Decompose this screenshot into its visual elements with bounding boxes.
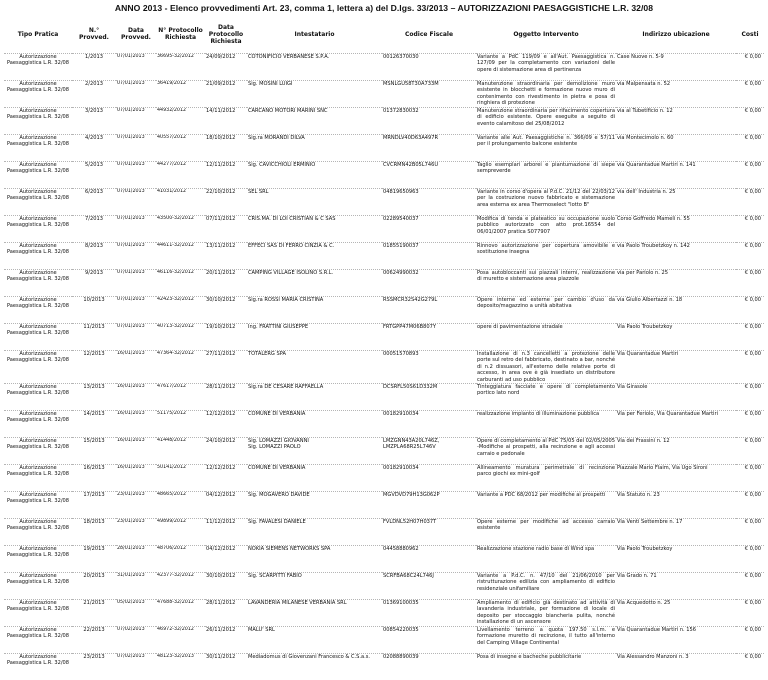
cell-data: 16/01/2013 (116, 411, 156, 438)
cell-num: 2/2013 (72, 81, 116, 108)
cell-costi: € 0,00 (736, 465, 764, 492)
cell-data: 31/01/2013 (116, 573, 156, 600)
header-tipo: Tipo Pratica (4, 15, 72, 54)
cell-protocollo: 48706/2012 (156, 546, 205, 573)
cell-indirizzo: Corso Goffredo Mameli n. 55 (616, 216, 736, 243)
cell-codice-fiscale: FRTGPP47M06B807Y (382, 324, 476, 351)
cell-indirizzo: via Montecimolo n. 60 (616, 135, 736, 162)
cell-indirizzo: Via Venti Settembre n. 17 (616, 519, 736, 546)
cell-protocollo: 50141/2012 (156, 465, 205, 492)
cell-data-protocollo: 18/10/2012 (205, 135, 247, 162)
cell-intestatario: EFFECI SAS DI FERRO CINZIA & C. (247, 243, 382, 270)
cell-oggetto: Variante a P.d.C. n. 47/10 del 21/06/2010 per ristrutturazione edilizia con ampliamento di edificio residenziale unifamiliare (476, 573, 616, 600)
cell-indirizzo: via Malpensata n. 52 (616, 81, 736, 108)
cell-costi: € 0,00 (736, 546, 764, 573)
cell-codice-fiscale: MRNDLV40D63A497R (382, 135, 476, 162)
table-row (4, 627, 764, 654)
cell-num: 14/2013 (72, 411, 116, 438)
cell-indirizzo: Via Paolo Troubetzkoy (616, 546, 736, 573)
cell-data-protocollo: 28/11/2012 (205, 384, 247, 411)
cell-num: 18/2013 (72, 519, 116, 546)
cell-protocollo: 44611-32/2012 (156, 243, 205, 270)
cell-oggetto: Realizzazione stazione radio base di Wind spa (476, 546, 616, 573)
cell-num: 22/2013 (72, 627, 116, 654)
cell-protocollo: 46116-32/2012 (156, 270, 205, 297)
table-row (4, 438, 764, 465)
cell-codice-fiscale: 02088890039 (382, 654, 476, 680)
cell-data: 28/01/2013 (116, 546, 156, 573)
cell-oggetto: Manutenzione straordinaria per rifacimento copertura di edificio esistente. Opere eseguite a seguito di evento calamitoso del 25/08/2012 (476, 108, 616, 135)
cell-protocollo: 42377-32/2012 (156, 573, 205, 600)
cell-codice-fiscale: 00182910034 (382, 465, 476, 492)
cell-num: 5/2013 (72, 162, 116, 189)
table-row (4, 654, 764, 680)
cell-data-protocollo: 07/11/2012 (205, 216, 247, 243)
cell-data: 07/02/2013 (116, 627, 156, 654)
cell-indirizzo: via al Tubetificio n. 12 (616, 108, 736, 135)
cell-data: 05/02/2013 (116, 600, 156, 627)
cell-num: 10/2013 (72, 297, 116, 324)
cell-protocollo: 41031/2012 (156, 189, 205, 216)
cell-costi: € 0,00 (736, 351, 764, 384)
cell-codice-fiscale: 01369100035 (382, 600, 476, 627)
cell-costi: € 0,00 (736, 492, 764, 519)
header-num: N.° Provved. (72, 15, 116, 54)
cell-intestatario: NOKIA SIEMENS NETWORKS SPA (247, 546, 382, 573)
cell-data-protocollo: 12/12/2012 (205, 465, 247, 492)
cell-indirizzo: Via Girasole (616, 384, 736, 411)
cell-codice-fiscale: LMZGNN43A20L746Z, LMZPLA68R25L746V (382, 438, 476, 465)
cell-num: 13/2013 (72, 384, 116, 411)
cell-intestatario: Sig. MOSINI LUIGI (247, 81, 382, 108)
cell-tipo: Autorizzazione Paesaggistica L.R. 32/08 (4, 384, 72, 411)
cell-oggetto: opere di pavimentazione stradale (476, 324, 616, 351)
cell-codice-fiscale: 01372830032 (382, 108, 476, 135)
cell-intestatario: COMUNE DI VERBANIA (247, 411, 382, 438)
cell-data: 07/01/2013 (116, 324, 156, 351)
cell-indirizzo: via per Pariolo n. 25 (616, 270, 736, 297)
cell-costi: € 0,00 (736, 81, 764, 108)
cell-tipo: Autorizzazione Paesaggistica L.R. 32/08 (4, 216, 72, 243)
cell-protocollo: 36419/2012 (156, 81, 205, 108)
cell-intestatario: Sig. SCARPITTI FABIO (247, 573, 382, 600)
cell-data-protocollo: 04/12/2012 (205, 492, 247, 519)
cell-tipo: Autorizzazione Paesaggistica L.R. 32/08 (4, 189, 72, 216)
cell-oggetto: Allineamento muratura perimetrale di recinzione parco giochi ex mini-golf (476, 465, 616, 492)
cell-costi: € 0,00 (736, 54, 764, 81)
cell-num: 3/2013 (72, 108, 116, 135)
cell-tipo: Autorizzazione Paesaggistica L.R. 32/08 (4, 654, 72, 680)
cell-protocollo: 46972-32/2012 (156, 627, 205, 654)
table-row (4, 411, 764, 438)
cell-tipo: Autorizzazione Paesaggistica L.R. 32/08 (4, 162, 72, 189)
cell-codice-fiscale: SCRFBA68C24L746J (382, 573, 476, 600)
cell-data-protocollo: 26/11/2012 (205, 627, 247, 654)
cell-data-protocollo: 12/11/2012 (205, 162, 247, 189)
cell-data: 07/01/2013 (116, 108, 156, 135)
cell-codice-fiscale: 00051570893 (382, 351, 476, 384)
cell-oggetto: Opere esterne per modifiche ad accesso carraio esistente (476, 519, 616, 546)
cell-tipo: Autorizzazione Paesaggistica L.R. 32/08 (4, 492, 72, 519)
table-row (4, 162, 764, 189)
cell-oggetto: Livellamento terreno a quota 197.50 s.l.m. e formazione muretto di recinzione, il tutto all'interno del Camping Village Continental (476, 627, 616, 654)
cell-codice-fiscale: 02289540037 (382, 216, 476, 243)
cell-codice-fiscale: MGVDVD79H13G062P (382, 492, 476, 519)
cell-data: 07/01/2013 (116, 189, 156, 216)
table-row (4, 600, 764, 627)
cell-codice-fiscale: 04819650963 (382, 189, 476, 216)
cell-data-protocollo: 24/10/2012 (205, 438, 247, 465)
cell-intestatario: Mediadomus di Giovenzani Francesco & C.S.a.s. (247, 654, 382, 680)
cell-oggetto: Opere interne ed esterne per cambio d'uso da deposito/magazzino a unità abitativa (476, 297, 616, 324)
page-title: ANNO 2013 - Elenco provvedimenti Art. 23, comma 1, lettera a) del D.lgs. 33/2013 – AUTORIZZAZIONI PAESAGGISTICHE L.R. 32/08 (0, 3, 768, 13)
cell-indirizzo: via Quarantadue Martiri n. 141 (616, 162, 736, 189)
table-row (4, 54, 764, 81)
cell-data-protocollo: 19/10/2012 (205, 324, 247, 351)
cell-num: 1/2013 (72, 54, 116, 81)
cell-data-protocollo: 12/12/2012 (205, 411, 247, 438)
cell-costi: € 0,00 (736, 270, 764, 297)
cell-tipo: Autorizzazione Paesaggistica L.R. 32/08 (4, 465, 72, 492)
cell-tipo: Autorizzazione Paesaggistica L.R. 32/08 (4, 270, 72, 297)
cell-num: 4/2013 (72, 135, 116, 162)
cell-codice-fiscale: 00182910034 (382, 411, 476, 438)
cell-codice-fiscale: 00854220035 (382, 627, 476, 654)
table-row (4, 216, 764, 243)
cell-protocollo: 51175/2012 (156, 411, 205, 438)
cell-intestatario: COMUNE DI VERBANIA (247, 465, 382, 492)
cell-costi: € 0,00 (736, 519, 764, 546)
cell-num: 21/2013 (72, 600, 116, 627)
cell-intestatario: Sig.ra MORANDI DILVA (247, 135, 382, 162)
cell-oggetto: Ampliamento di edificio già destinato ad attività di lavanderia industriale, per formazione di locale di deposito per stoccaggio biancheria pulita, nonché installazione di un ascensore (476, 600, 616, 627)
cell-num: 11/2013 (72, 324, 116, 351)
cell-costi: € 0,00 (736, 243, 764, 270)
cell-indirizzo: Via Statuto n. 23 (616, 492, 736, 519)
cell-data: 07/01/2013 (116, 297, 156, 324)
cell-num: 8/2013 (72, 243, 116, 270)
cell-codice-fiscale: 01855190037 (382, 243, 476, 270)
cell-intestatario: SEL SRL (247, 189, 382, 216)
cell-intestatario: Sig.ra ROSSI MARIA CRISTINA (247, 297, 382, 324)
cell-intestatario: LAVANDERIA MILANESE VERBANIA SRL (247, 600, 382, 627)
cell-num: 16/2013 (72, 465, 116, 492)
cell-intestatario: Ing. FRATTINI GIUSEPPE (247, 324, 382, 351)
cell-indirizzo: via Paolo Troubetzkoy n. 142 (616, 243, 736, 270)
cell-data-protocollo: 11/12/2012 (205, 519, 247, 546)
cell-data: 16/01/2013 (116, 384, 156, 411)
cell-data-protocollo: 30/10/2012 (205, 573, 247, 600)
cell-intestatario: CARCANO MOTORI MARINI SNC (247, 108, 382, 135)
cell-data: 07/01/2013 (116, 270, 156, 297)
cell-oggetto: Modifica di tenda e plateatico su occupazione suolo pubblico autorizzato con atto prot.16554 del 06/01/2007 pratica S077907 (476, 216, 616, 243)
table-body (4, 54, 764, 680)
table-row (4, 81, 764, 108)
cell-tipo: Autorizzazione Paesaggistica L.R. 32/08 (4, 81, 72, 108)
cell-data: 16/01/2013 (116, 438, 156, 465)
cell-data-protocollo: 28/11/2012 (205, 600, 247, 627)
cell-data: 16/01/2013 (116, 465, 156, 492)
table-row (4, 270, 764, 297)
cell-codice-fiscale: CVCRMN42B05L746U (382, 162, 476, 189)
cell-oggetto: Tinteggiatura facciate e opere di completamento portico lato nord (476, 384, 616, 411)
cell-tipo: Autorizzazione Paesaggistica L.R. 32/08 (4, 519, 72, 546)
cell-oggetto: Installazione di n.3 cancelletti a protezione delle porte sul retro del fabbricato, destinato a bar, nonché di n.2 dissuasori, all'esterno delle relative porte di accesso, in area ove è già insediato un distributore carburanti ad uso pubblico (476, 351, 616, 384)
cell-intestatario: CAMPING VILLAGE ISOLINO S.R.L. (247, 270, 382, 297)
cell-codice-fiscale: DCSRFL50S61D332M (382, 384, 476, 411)
cell-costi: € 0,00 (736, 216, 764, 243)
table-row (4, 573, 764, 600)
cell-codice-fiscale: 04458880962 (382, 546, 476, 573)
cell-protocollo: 44277/2012 (156, 162, 205, 189)
cell-indirizzo: Via Grado n. 71 (616, 573, 736, 600)
table-row (4, 135, 764, 162)
cell-indirizzo: via Giulio Albertazzi n. 18 (616, 297, 736, 324)
cell-oggetto: Posa di insegne e bacheche pubblicitarie (476, 654, 616, 680)
cell-protocollo: 47364-32/2012 (156, 351, 205, 384)
cell-data-protocollo: 14/11/2012 (205, 108, 247, 135)
cell-costi: € 0,00 (736, 162, 764, 189)
cell-data: 07/01/2013 (116, 81, 156, 108)
cell-oggetto: Variante alle Aut. Paesaggistiche n. 366/09 e 57/11 per il prolungamento balcone esistente (476, 135, 616, 162)
cell-intestatario: CRIS.MA. DI LOI CRISTIAN & C SAS (247, 216, 382, 243)
cell-num: 12/2013 (72, 351, 116, 384)
cell-protocollo: 44932/2012 (156, 108, 205, 135)
cell-costi: € 0,00 (736, 573, 764, 600)
cell-data: 07/01/2013 (116, 162, 156, 189)
cell-tipo: Autorizzazione Paesaggistica L.R. 32/08 (4, 135, 72, 162)
cell-num: 17/2013 (72, 492, 116, 519)
cell-num: 23/2013 (72, 654, 116, 680)
table-row (4, 324, 764, 351)
cell-indirizzo: Via dei Frassini n. 12 (616, 438, 736, 465)
header-oggetto: Oggetto Intervento (476, 15, 616, 54)
cell-indirizzo: Via Quarantadue Martiri n. 156 (616, 627, 736, 654)
cell-costi: € 0,00 (736, 324, 764, 351)
cell-intestatario: COTONIFICIO VERBANESE S.P.A. (247, 54, 382, 81)
cell-costi: € 0,00 (736, 438, 764, 465)
cell-tipo: Autorizzazione Paesaggistica L.R. 32/08 (4, 351, 72, 384)
cell-num: 20/2013 (72, 573, 116, 600)
table-row (4, 297, 764, 324)
cell-oggetto: Manutenzione straordinaria per demolizione muro esistente in blocchetti e formazione nuovo muro di contenimento con rivestimento in pietra e posa di ringhiera di protezione (476, 81, 616, 108)
cell-protocollo: 47617/2012 (156, 384, 205, 411)
cell-oggetto: Opere di completamento al PdC 75/05 del 02/05/2005 -Modifiche ai prospetti, alla recinzione e agli accessi carraio e pedonale (476, 438, 616, 465)
cell-codice-fiscale: 00126370030 (382, 54, 476, 81)
cell-tipo: Autorizzazione Paesaggistica L.R. 32/08 (4, 600, 72, 627)
cell-costi: € 0,00 (736, 108, 764, 135)
cell-data: 07/02/2013 (116, 654, 156, 680)
cell-num: 7/2013 (72, 216, 116, 243)
cell-protocollo: 47688-32/2012 (156, 600, 205, 627)
cell-data-protocollo: 30/10/2012 (205, 297, 247, 324)
table-row (4, 384, 764, 411)
cell-data: 23/01/2013 (116, 519, 156, 546)
cell-tipo: Autorizzazione Paesaggistica L.R. 32/08 (4, 573, 72, 600)
cell-costi: € 0,00 (736, 297, 764, 324)
cell-tipo: Autorizzazione Paesaggistica L.R. 32/08 (4, 438, 72, 465)
cell-intestatario: TOTALERG SPA (247, 351, 382, 384)
cell-protocollo: 48123-32/2013 (156, 654, 205, 680)
cell-codice-fiscale: MSNLGU58T30A733M (382, 81, 476, 108)
table-header-row (4, 15, 764, 54)
cell-oggetto: Taglio esemplari arborei e piantumazione di siepe sempreverde (476, 162, 616, 189)
cell-indirizzo: via dell' Industria n. 25 (616, 189, 736, 216)
cell-protocollo: 42423-32/2012 (156, 297, 205, 324)
cell-num: 15/2013 (72, 438, 116, 465)
header-indirizzo: Indirizzo ubicazione (616, 15, 736, 54)
cell-tipo: Autorizzazione Paesaggistica L.R. 32/08 (4, 546, 72, 573)
cell-data: 07/01/2013 (116, 54, 156, 81)
cell-oggetto: Variante a PdC 119/09 e all'Aut. Paesaggistica n. 127/09 per la completamento con variazioni delle opere di sistemazione area di pertinenza (476, 54, 616, 81)
table-row (4, 189, 764, 216)
cell-intestatario: Sig. MOGAVERO DAVIDE (247, 492, 382, 519)
cell-data-protocollo: 22/10/2012 (205, 189, 247, 216)
header-costi: Costi (736, 15, 764, 54)
cell-num: 6/2013 (72, 189, 116, 216)
table-row (4, 351, 764, 384)
cell-data-protocollo: 27/11/2012 (205, 351, 247, 384)
table-row (4, 108, 764, 135)
cell-data-protocollo: 24/09/2012 (205, 54, 247, 81)
cell-oggetto: Posa autobloccanti sui piazzali interni, realizzazione di muretto e sistemazione area piazzole (476, 270, 616, 297)
table-row (4, 465, 764, 492)
table-row (4, 519, 764, 546)
cell-intestatario: Sig.ra DE CESARE RAFFAELLA (247, 384, 382, 411)
cell-data-protocollo: 13/11/2012 (205, 243, 247, 270)
cell-indirizzo: Via Quarantadue Martiri (616, 351, 736, 384)
cell-tipo: Autorizzazione Paesaggistica L.R. 32/08 (4, 324, 72, 351)
cell-costi: € 0,00 (736, 189, 764, 216)
cell-intestatario: Sig. FAVALESI DANIELE (247, 519, 382, 546)
cell-num: 9/2013 (72, 270, 116, 297)
cell-indirizzo: Via Acquedotto n. 25 (616, 600, 736, 627)
cell-data-protocollo: 21/09/2012 (205, 81, 247, 108)
cell-oggetto: realizzazione impianto di illuminazione pubblica (476, 411, 616, 438)
header-data: Data Provved. (116, 15, 156, 54)
cell-indirizzo: Piazzale Mario Flaim, Via Ugo Sironi (616, 465, 736, 492)
cell-oggetto: Variante a PDC 68/2012 per modifiche ai prospetti (476, 492, 616, 519)
cell-tipo: Autorizzazione Paesaggistica L.R. 32/08 (4, 297, 72, 324)
cell-costi: € 0,00 (736, 654, 764, 680)
cell-indirizzo: Via Alessandro Manzoni n. 3 (616, 654, 736, 680)
cell-costi: € 0,00 (736, 411, 764, 438)
cell-intestatario: Sig. LOMAZZI GIOVANNI Sig. LOMAZZI PAOLO (247, 438, 382, 465)
cell-protocollo: 40713-32/2012 (156, 324, 205, 351)
cell-costi: € 0,00 (736, 627, 764, 654)
cell-data: 16/01/2013 (116, 351, 156, 384)
cell-intestatario: Sig. CAVICCHIOLI ERMINIO (247, 162, 382, 189)
cell-protocollo: 43500-32/2012 (156, 216, 205, 243)
cell-data: 23/01/2013 (116, 492, 156, 519)
cell-codice-fiscale: FVLDNL52H07H037T (382, 519, 476, 546)
cell-data: 07/01/2013 (116, 135, 156, 162)
cell-indirizzo: Via per Feriolo, Via Quarantadue Martiri (616, 411, 736, 438)
cell-num: 19/2013 (72, 546, 116, 573)
cell-tipo: Autorizzazione Paesaggistica L.R. 32/08 (4, 627, 72, 654)
table-row (4, 243, 764, 270)
cell-oggetto: Variante in corso d'opera al P.d.C. 21/12 del 22/03/12 per la costruzione nuovo fabbricato e sistemazione area esterna ex area Thermoselect "lotto B" (476, 189, 616, 216)
cell-tipo: Autorizzazione Paesaggistica L.R. 32/08 (4, 243, 72, 270)
cell-tipo: Autorizzazione Paesaggistica L.R. 32/08 (4, 54, 72, 81)
cell-data: 07/01/2013 (116, 243, 156, 270)
cell-data-protocollo: 20/11/2012 (205, 270, 247, 297)
cell-data-protocollo: 30/11/2012 (205, 654, 247, 680)
cell-data-protocollo: 04/12/2012 (205, 546, 247, 573)
cell-protocollo: 49899/2012 (156, 519, 205, 546)
cell-indirizzo: Case Nuove n. 5-9 (616, 54, 736, 81)
cell-protocollo: 41448/2012 (156, 438, 205, 465)
cell-costi: € 0,00 (736, 384, 764, 411)
cell-protocollo: 40557/2012 (156, 135, 205, 162)
table-row (4, 546, 764, 573)
header-codice-fiscale: Codice Fiscale (382, 15, 476, 54)
cell-oggetto: Rinnovo autorizzazione per copertura amovibile e sostituzione insegna (476, 243, 616, 270)
cell-protocollo: 48665/2012 (156, 492, 205, 519)
provvedimenti-table (4, 15, 764, 680)
cell-costi: € 0,00 (736, 600, 764, 627)
cell-costi: € 0,00 (736, 135, 764, 162)
cell-intestatario: MALU' SRL (247, 627, 382, 654)
header-intestatario: Intestatario (247, 15, 382, 54)
cell-codice-fiscale: 00624990032 (382, 270, 476, 297)
cell-tipo: Autorizzazione Paesaggistica L.R. 32/08 (4, 411, 72, 438)
cell-tipo: Autorizzazione Paesaggistica L.R. 32/08 (4, 108, 72, 135)
cell-codice-fiscale: RSSMCR32S42G279L (382, 297, 476, 324)
cell-protocollo: 36695-32/2012 (156, 54, 205, 81)
table-row (4, 492, 764, 519)
cell-data: 07/01/2013 (116, 216, 156, 243)
cell-indirizzo: Via Paolo Troubetzkoy (616, 324, 736, 351)
header-data-protocollo: Data Protocollo Richiesta (205, 15, 247, 54)
header-protocollo: N° Protocollo Richiesta (156, 15, 205, 54)
